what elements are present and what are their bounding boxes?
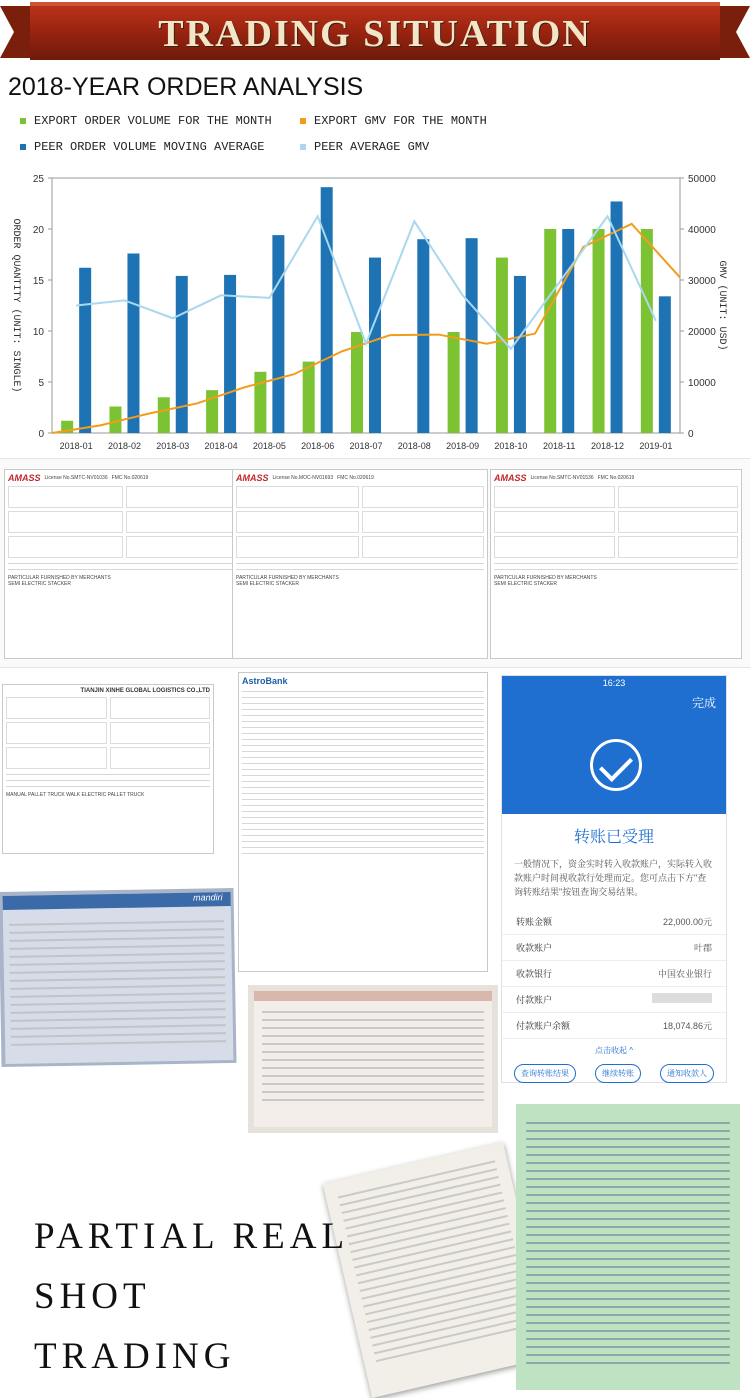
bill-of-lading-strip xyxy=(0,458,750,668)
row-value xyxy=(652,993,712,1003)
bar-peer-order xyxy=(466,238,478,433)
check-circle-icon xyxy=(590,739,642,791)
x-tick-label: 2018-04 xyxy=(204,441,238,451)
legend-export-gmv xyxy=(300,114,487,128)
amass-logo: AMASS xyxy=(494,473,527,483)
row-key: 收款银行 xyxy=(516,969,553,979)
goods-label: SEMI ELECTRIC STACKER xyxy=(236,581,299,587)
remittance-slip-photo xyxy=(516,1104,740,1390)
fmc-no: FMC No.020619 xyxy=(337,475,374,481)
bar-export-order xyxy=(593,229,605,433)
license-no: License No.MOC-NV01693 xyxy=(272,475,334,481)
detail-row-bank xyxy=(502,961,726,987)
notify-payee-button[interactable]: 通知收款人 xyxy=(660,1064,714,1083)
legend-peer-order xyxy=(20,140,264,154)
bar-peer-order xyxy=(369,258,381,433)
goods-label: SEMI ELECTRIC STACKER xyxy=(8,581,71,587)
x-tick-label: 2018-03 xyxy=(156,441,190,451)
legend-swatch xyxy=(300,118,306,124)
legend-swatch xyxy=(20,144,26,150)
legend-label: EXPORT GMV FOR THE MONTH xyxy=(314,114,487,128)
y-tick-label: 0 xyxy=(38,429,44,440)
bill-of-lading-1 xyxy=(4,469,244,659)
y2-tick-label: 10000 xyxy=(688,378,716,389)
bar-export-order xyxy=(158,397,170,433)
bar-export-order xyxy=(448,332,460,433)
caption-line: PARTIAL REAL xyxy=(34,1216,350,1257)
y2-tick-label: 50000 xyxy=(688,174,716,185)
row-key: 付款账户 xyxy=(516,995,553,1005)
astrobank-document xyxy=(238,672,488,972)
x-tick-label: 2018-05 xyxy=(252,441,286,451)
bar-export-order xyxy=(496,258,508,433)
merchants-label: PARTICULAR FURNISHED BY MERCHANTS xyxy=(236,575,339,581)
amass-logo: AMASS xyxy=(8,473,41,483)
y-tick-label: 20 xyxy=(32,225,44,236)
y-tick-label: 25 xyxy=(32,174,44,185)
bar-peer-order xyxy=(224,275,236,433)
bill-of-lading-3 xyxy=(490,469,742,659)
mandiri-receipt-photo xyxy=(0,888,237,1067)
y-axis-label: ORDER QUANTITY (UNIT: SINGLE) xyxy=(10,218,21,393)
license-no: License No.SMTC-NV01036 xyxy=(44,475,108,481)
mandiri-logo: mandiri xyxy=(3,892,231,910)
legend-swatch xyxy=(20,118,26,124)
x-tick-label: 2018-01 xyxy=(59,441,93,451)
query-result-button[interactable]: 查询转账结果 xyxy=(514,1064,576,1083)
row-value: 叶郡 xyxy=(693,943,712,953)
transfer-description: 一般情况下，资金实时转入收款账户，实际转入收款账户时间视收款行处理而定。您可点击下方"查询转账结果"按钮查询交易结果。 xyxy=(514,859,713,897)
row-value: 18,074.86元 xyxy=(662,1021,712,1031)
x-tick-label: 2018-10 xyxy=(494,441,528,451)
row-value: 22,000.00元 xyxy=(662,917,712,927)
row-key: 转账金额 xyxy=(516,917,553,927)
detail-row-payer xyxy=(502,987,726,1013)
title-banner xyxy=(0,0,750,70)
detail-row-balance xyxy=(502,1013,726,1039)
analysis-title: 2018-YEAR ORDER ANALYSIS xyxy=(8,73,364,101)
y2-tick-label: 30000 xyxy=(688,276,716,287)
y2-tick-label: 20000 xyxy=(688,327,716,338)
astrobank-logo: AstroBank xyxy=(242,676,288,686)
x-tick-label: 2018-02 xyxy=(107,441,141,451)
detail-row-payee xyxy=(502,935,726,961)
tianjin-bill-of-lading xyxy=(2,684,214,854)
row-value: 中国农业银行 xyxy=(657,969,712,979)
x-tick-label: 2018-09 xyxy=(446,441,480,451)
bar-export-order xyxy=(544,229,556,433)
bar-peer-order xyxy=(562,229,574,433)
order-analysis-chart xyxy=(0,170,750,460)
line-export-gmv xyxy=(52,224,680,433)
license-no: License No.SMTC-NV01536 xyxy=(530,475,594,481)
y-tick-label: 5 xyxy=(38,378,44,389)
y2-axis-label: GMV (UNIT: USD) xyxy=(716,260,727,351)
amass-logo: AMASS xyxy=(236,473,269,483)
caption-line: TRADING xyxy=(34,1336,236,1377)
bill-of-lading-2 xyxy=(232,469,488,659)
x-tick-label: 2018-06 xyxy=(301,441,335,451)
x-tick-label: 2019-01 xyxy=(639,441,673,451)
banner-title: TRADING SITUATION xyxy=(158,13,592,55)
continue-transfer-button[interactable]: 继续转账 xyxy=(595,1064,641,1083)
x-tick-label: 2018-07 xyxy=(349,441,383,451)
legend-peer-gmv xyxy=(300,140,429,154)
bar-peer-order xyxy=(417,239,429,433)
legend-label: EXPORT ORDER VOLUME FOR THE MONTH xyxy=(34,114,272,128)
thai-bank-form-photo xyxy=(248,985,498,1133)
bar-peer-order xyxy=(79,268,91,433)
status-time: 16:23 xyxy=(602,678,626,688)
bar-export-order xyxy=(303,362,315,433)
y2-tick-label: 0 xyxy=(688,429,694,440)
collapse-link[interactable]: 点击收起 ^ xyxy=(595,1046,633,1055)
bar-peer-order xyxy=(659,296,671,433)
bar-peer-order xyxy=(176,276,188,433)
row-key: 付款账户余额 xyxy=(516,1021,571,1031)
detail-row-amount xyxy=(502,909,726,935)
bar-peer-order xyxy=(127,253,139,433)
plot-frame xyxy=(52,178,680,433)
success-hero xyxy=(502,714,726,814)
row-key: 收款账户 xyxy=(516,943,553,953)
bar-peer-order xyxy=(514,276,526,433)
transfer-accepted-title: 转账已受理 xyxy=(573,829,654,846)
legend-label: PEER AVERAGE GMV xyxy=(314,140,430,154)
caption-line: SHOT xyxy=(34,1276,151,1317)
legend-export-order xyxy=(20,114,272,128)
fmc-no: FMC No.020619 xyxy=(111,475,149,481)
y2-tick-label: 40000 xyxy=(688,225,716,236)
legend-label: PEER ORDER VOLUME MOVING AVERAGE xyxy=(34,140,265,154)
x-tick-label: 2018-12 xyxy=(591,441,625,451)
done-button[interactable]: 完成 xyxy=(691,696,716,710)
x-tick-label: 2018-11 xyxy=(543,441,576,451)
fmc-no: FMC No.020619 xyxy=(597,475,635,481)
partial-real-shot-caption xyxy=(34,1207,349,1387)
merchants-label: PARTICULAR FURNISHED BY MERCHANTS xyxy=(8,575,111,581)
bar-peer-order xyxy=(272,235,284,433)
goods-label: MANUAL PALLET TRUCK WALK ELECTRIC PALLET TRUCK xyxy=(6,792,145,798)
tianjin-logo: TIANJIN XINHE GLOBAL LOGISTICS CO.,LTD xyxy=(80,688,210,694)
legend-swatch xyxy=(300,144,306,150)
mobile-transfer-screen xyxy=(501,675,727,1083)
x-tick-label: 2018-08 xyxy=(397,441,431,451)
y-tick-label: 10 xyxy=(32,327,44,338)
goods-label: SEMI ELECTRIC STACKER xyxy=(494,581,557,587)
bar-export-order xyxy=(641,229,653,433)
y-tick-label: 15 xyxy=(32,276,44,287)
bar-peer-order xyxy=(321,187,333,433)
merchants-label: PARTICULAR FURNISHED BY MERCHANTS xyxy=(494,575,597,581)
